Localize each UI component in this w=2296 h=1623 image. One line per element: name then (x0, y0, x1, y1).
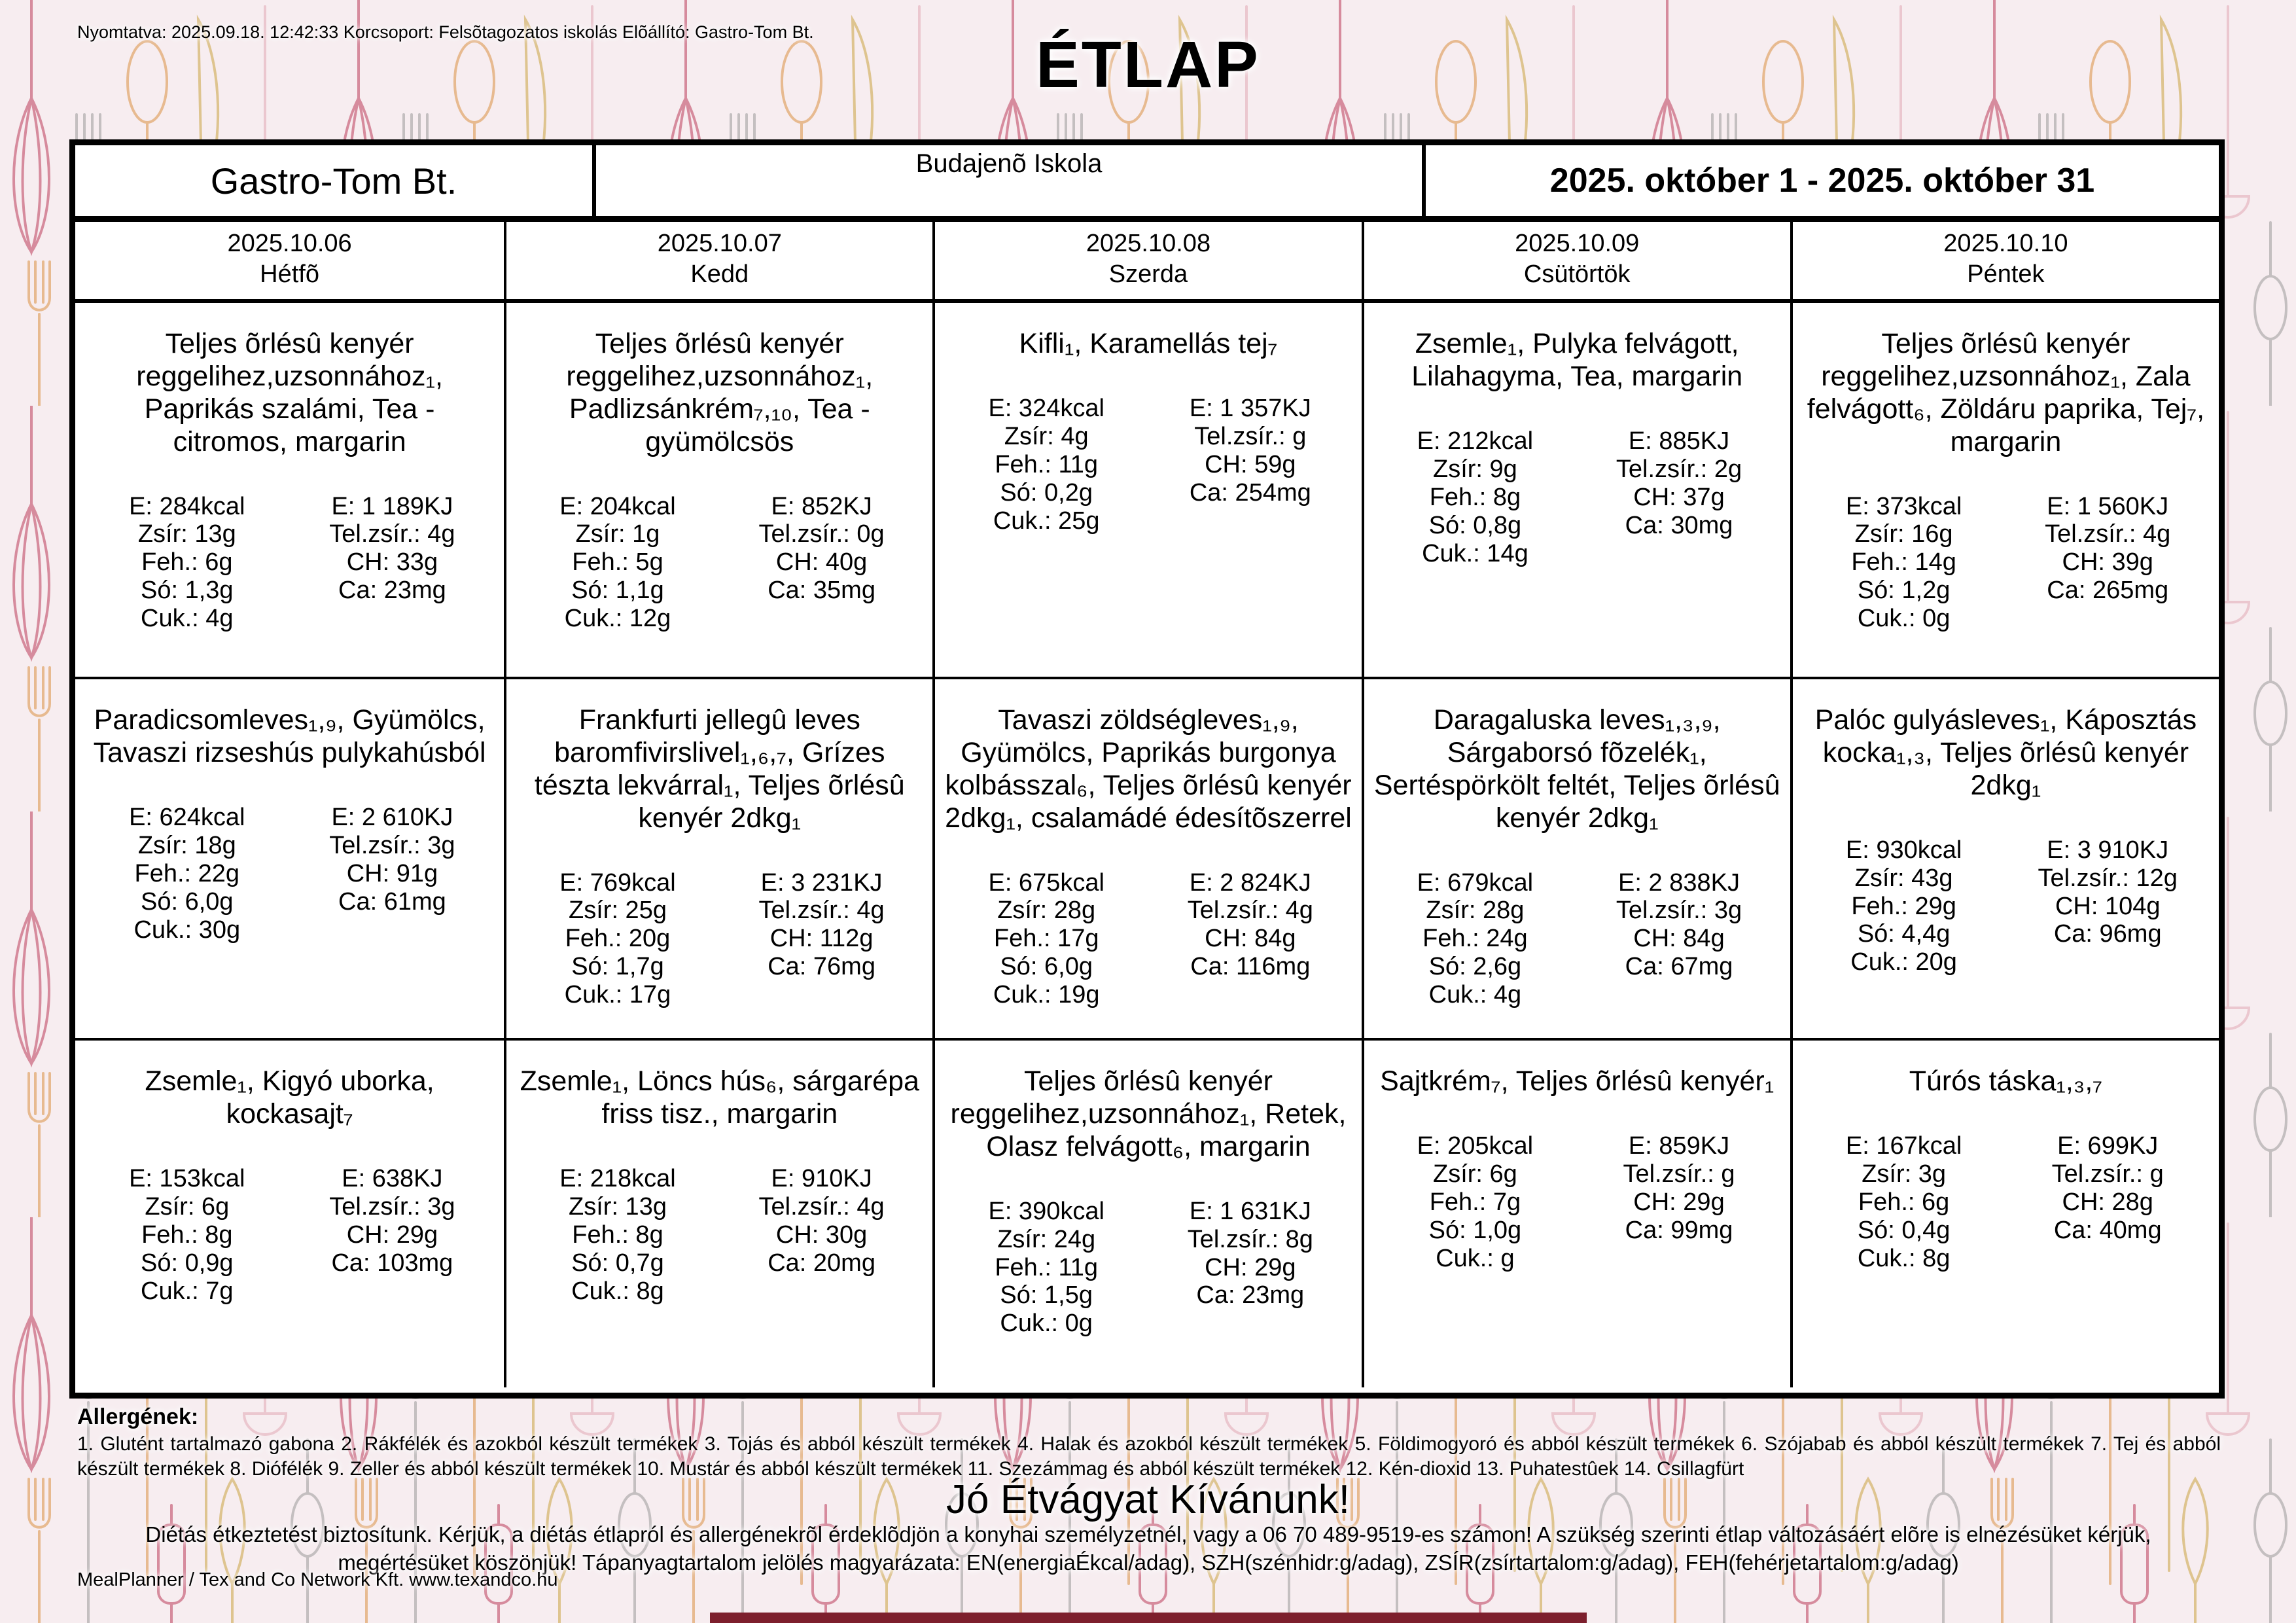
nutrition-col-right (2005, 836, 2210, 977)
allergens-list: 1. Glutént tartalmazó gabona 2. Rákfélék és azokból készült termékek 3. Tojás és abból készült termékek 4. Halak és azokból készült termékek 5. Földimogyoró és abból készült termékek 6. Szójabab és abból készült termékek 7. Tej és abból készült termékek 8. Diófélék 9. Zeller és abból készült termékek 10. Mustár és abból készült termékek 11. Szezámmag és abból készült termékek 12. Kén-dioxid 13. Puhatestûek 14. Csillagfürt (77, 1433, 2221, 1480)
nutrition-item: Ca: 116mg (1190, 953, 1311, 981)
nutrition-block (84, 804, 495, 944)
nutrition-item: Zsír: 13g (137, 520, 236, 548)
nutrition-block (84, 1165, 495, 1306)
nutrition-item: Tel.zsír.: g (2051, 1160, 2164, 1188)
nutrition-item: Ca: 254mg (1189, 478, 1311, 507)
nutrition-col-right (1148, 395, 1352, 535)
allergens-title: Allergének: (77, 1404, 199, 1429)
meal-name: Zsemle₁, Pulyka felvágott, Lilahagyma, Tea, margarin (1411, 328, 1743, 392)
nutrition-col-left (1373, 1132, 1578, 1273)
nutrition-item: Só: 0,2g (1000, 478, 1093, 507)
nutrition-item: CH: 29g (1205, 1253, 1296, 1281)
day-date: 2025.10.10 (1943, 230, 2068, 257)
meal-name: Frankfurti jellegû leves baromfivirslivel₁,₆,₇, Grízes tészta lekvárral₁, Teljes õrlésû kenyér 2dkg₁ (534, 704, 905, 834)
nutrition-item: Tel.zsír.: 2g (1616, 455, 1742, 483)
nutrition-item: Feh.: 5g (572, 548, 663, 577)
meal-cell-r1-c2 (504, 303, 932, 677)
nutrition-item: E: 885KJ (1628, 427, 1730, 455)
nutrition-block (516, 1165, 923, 1306)
meal-cell-r1-c1 (75, 303, 504, 677)
nutrition-item: Feh.: 11g (995, 450, 1099, 478)
nutrition-item: Cuk.: 14g (1422, 539, 1528, 567)
meal-name: Palóc gulyásleves₁, Káposztás kocka₁,₃, Teljes õrlésû kenyér 2dkg₁ (1814, 704, 2197, 801)
meal-name: Teljes õrlésû kenyér reggelihez,uzsonnához₁, Paprikás szalámi, Tea - citromos, margarin (136, 328, 443, 457)
nutrition-item: Zsír: 6g (1432, 1160, 1517, 1188)
meal-row-1 (75, 303, 2219, 679)
menu-table (69, 139, 2225, 1399)
nutrition-item: Zsír: 16g (1854, 520, 1953, 548)
nutrition-col-right (2005, 493, 2210, 633)
nutrition-item: Só: 2,6g (1428, 953, 1522, 981)
meal-cell-r3-c2 (504, 1041, 932, 1387)
nutrition-item: E: 1 560KJ (2047, 492, 2169, 520)
nutrition-item: Ca: 96mg (2053, 920, 2162, 948)
nutrition-item: CH: 112g (769, 925, 874, 953)
nutrition-item: CH: 39g (2062, 548, 2153, 577)
nutrition-item: Cuk.: 4g (141, 605, 234, 633)
meal-grid (75, 303, 2219, 1387)
nutrition-col-left (944, 1198, 1148, 1338)
nutrition-col-left (944, 395, 1148, 535)
nutrition-block (1802, 836, 2210, 977)
nutrition-item: Zsír: 43g (1854, 864, 1953, 892)
nutrition-item: Só: 1,2g (1857, 577, 1951, 605)
nutrition-block (1802, 493, 2210, 633)
nutrition-col-left (516, 869, 720, 1010)
nutrition-item: Feh.: 22g (134, 859, 240, 887)
nutrition-item: E: 2 610KJ (331, 803, 453, 831)
meal-cell-r3-c3 (932, 1041, 1361, 1387)
school-name: Budajenõ Iskola (592, 145, 1422, 216)
day-name: Kedd (690, 260, 749, 288)
nutrition-item: Feh.: 11g (995, 1253, 1099, 1281)
meal-cell-r3-c1 (75, 1041, 504, 1387)
nutrition-col-right (1577, 1132, 1781, 1273)
nutrition-col-left (1373, 427, 1578, 568)
nutrition-item: Tel.zsír.: 0g (758, 520, 885, 548)
nutrition-item: Cuk.: 4g (1428, 981, 1522, 1009)
nutrition-block (944, 1198, 1352, 1338)
nutrition-item: CH: 40g (775, 548, 868, 577)
nutrition-item: E: 852KJ (771, 492, 872, 520)
meal-cell-r1-c4 (1362, 303, 1790, 677)
nutrition-item: Feh.: 6g (1858, 1188, 1950, 1216)
day-name: Péntek (1967, 260, 2045, 288)
day-header-1 (75, 222, 504, 299)
nutrition-item: CH: 37g (1633, 483, 1725, 511)
meal-cell-r1-c5 (1790, 303, 2219, 677)
nutrition-block (1373, 869, 1781, 1010)
nutrition-item: Ca: 23mg (338, 577, 446, 605)
nutrition-item: Cuk.: 19g (993, 981, 1100, 1009)
nutrition-item: Zsír: 28g (1426, 897, 1525, 925)
meal-name: Tavaszi zöldségleves₁,₉, Gyümölcs, Paprikás burgonya kolbásszal₆, Teljes õrlésû kenyér 2dkg₁, csalamádé édesítõszerrel (945, 704, 1352, 834)
nutrition-item: Zsír: 1g (575, 520, 660, 548)
nutrition-col-right (720, 1165, 924, 1306)
nutrition-col-left (1802, 493, 2006, 633)
nutrition-item: Tel.zsír.: 8g (1187, 1225, 1313, 1253)
nutrition-item: Zsír: 6g (145, 1192, 230, 1221)
nutrition-item: E: 324kcal (988, 394, 1104, 422)
nutrition-item: CH: 84g (1205, 925, 1296, 953)
nutrition-col-left (84, 804, 290, 944)
bottom-decor-bar (710, 1613, 1587, 1623)
nutrition-item: Cuk.: 0g (1857, 605, 1951, 633)
nutrition-item: Cuk.: 7g (141, 1277, 234, 1305)
nutrition-col-left (516, 1165, 720, 1306)
nutrition-item: Só: 1,1g (571, 577, 664, 605)
nutrition-item: Tel.zsír.: 4g (1187, 897, 1313, 925)
nutrition-item: E: 204kcal (559, 492, 676, 520)
nutrition-item: Feh.: 8g (572, 1221, 663, 1249)
nutrition-item: Cuk.: 12g (564, 605, 671, 633)
day-date: 2025.10.08 (1086, 230, 1211, 257)
nutrition-item: E: 3 231KJ (760, 868, 883, 897)
nutrition-item: Ca: 99mg (1625, 1216, 1733, 1244)
nutrition-item: CH: 59g (1205, 450, 1296, 478)
nutrition-item: E: 153kcal (129, 1164, 245, 1192)
nutrition-item: Tel.zsír.: g (1623, 1160, 1735, 1188)
nutrition-item: Feh.: 17g (993, 925, 1099, 953)
nutrition-item: Só: 1,7g (571, 953, 664, 981)
bon-appetit-message: Jó Étvágyat Kívánunk! (946, 1477, 1350, 1522)
meal-name: Túrós táska₁,₃,₇ (1909, 1065, 2103, 1097)
nutrition-col-right (720, 493, 924, 633)
nutrition-item: E: 638KJ (342, 1164, 443, 1192)
nutrition-item: E: 2 838KJ (1618, 868, 1740, 897)
provider-name: Gastro-Tom Bt. (210, 160, 457, 202)
nutrition-item: CH: 28g (2062, 1188, 2153, 1216)
day-header-5 (1790, 222, 2219, 299)
nutrition-item: E: 205kcal (1417, 1132, 1534, 1160)
nutrition-item: Zsír: 3g (1862, 1160, 1946, 1188)
nutrition-col-left (516, 493, 720, 633)
nutrition-col-right (290, 1165, 495, 1306)
day-header-4 (1362, 222, 1790, 299)
nutrition-item: Ca: 67mg (1625, 953, 1733, 981)
nutrition-item: Feh.: 8g (141, 1221, 233, 1249)
nutrition-item: Zsír: 4g (1004, 422, 1089, 450)
nutrition-col-left (1802, 836, 2006, 977)
nutrition-item: Feh.: 7g (1429, 1188, 1521, 1216)
page-title: ÉTLAP (1036, 28, 1260, 101)
nutrition-col-left (84, 1165, 290, 1306)
nutrition-item: Zsír: 25g (569, 897, 667, 925)
meal-cell-r2-c3 (932, 679, 1361, 1038)
nutrition-item: Tel.zsír.: 3g (329, 1192, 455, 1221)
menu-period: 2025. október 1 - 2025. október 31 (1422, 145, 2219, 216)
nutrition-item: Zsír: 18g (137, 831, 236, 859)
nutrition-item: Cuk.: 17g (564, 981, 671, 1009)
nutrition-item: CH: 29g (346, 1221, 438, 1249)
nutrition-item: Só: 0,8g (1428, 511, 1522, 539)
nutrition-item: Ca: 35mg (768, 577, 875, 605)
nutrition-item: Ca: 23mg (1196, 1281, 1305, 1310)
nutrition-item: Ca: 30mg (1625, 511, 1733, 539)
nutrition-item: Só: 1,3g (141, 577, 234, 605)
nutrition-item: Zsír: 9g (1432, 455, 1517, 483)
nutrition-item: Tel.zsír.: 4g (758, 1192, 885, 1221)
nutrition-item: Ca: 76mg (768, 953, 875, 981)
nutrition-item: Ca: 20mg (768, 1249, 875, 1277)
day-date: 2025.10.06 (227, 230, 352, 257)
meal-name: Teljes õrlésû kenyér reggelihez,uzsonnához₁, Zala felvágott₆, Zöldáru paprika, Tej₇, margarin (1807, 328, 2205, 457)
day-header-3 (932, 222, 1361, 299)
nutrition-item: Feh.: 29g (1851, 892, 1956, 920)
nutrition-item: E: 390kcal (988, 1197, 1104, 1225)
nutrition-item: Tel.zsír.: 4g (2045, 520, 2171, 548)
nutrition-item: E: 212kcal (1417, 427, 1534, 455)
nutrition-block (516, 493, 923, 633)
meal-name: Teljes õrlésû kenyér reggelihez,uzsonnához₁, Padlizsánkrém₇,₁₀, Tea - gyümölcsös (566, 328, 874, 457)
nutrition-item: Só: 0,7g (571, 1249, 664, 1277)
nutrition-item: Tel.zsír.: 3g (1616, 897, 1742, 925)
day-date: 2025.10.07 (657, 230, 782, 257)
nutrition-item: E: 930kcal (1845, 836, 1962, 864)
day-name: Hétfõ (260, 260, 319, 288)
nutrition-item: Ca: 265mg (2047, 577, 2169, 605)
nutrition-item: Feh.: 8g (1429, 483, 1521, 511)
nutrition-item: E: 218kcal (559, 1164, 676, 1192)
nutrition-block (1802, 1132, 2210, 1273)
nutrition-item: Só: 0,9g (141, 1249, 234, 1277)
meal-cell-r2-c4 (1362, 679, 1790, 1038)
nutrition-item: E: 167kcal (1845, 1132, 1962, 1160)
nutrition-block (516, 869, 923, 1010)
meal-cell-r3-c5 (1790, 1041, 2219, 1387)
nutrition-col-right (290, 493, 495, 633)
nutrition-item: Tel.zsír.: g (1194, 422, 1307, 450)
nutrition-item: E: 699KJ (2057, 1132, 2159, 1160)
nutrition-item: E: 373kcal (1845, 492, 1962, 520)
nutrition-item: E: 1 189KJ (331, 492, 453, 520)
meal-cell-r2-c2 (504, 679, 932, 1038)
nutrition-item: Cuk.: g (1436, 1244, 1515, 1272)
nutrition-item: Cuk.: 20g (1850, 948, 1957, 976)
nutrition-item: CH: 84g (1633, 925, 1725, 953)
nutrition-item: Tel.zsír.: 4g (758, 897, 885, 925)
nutrition-item: Feh.: 14g (1851, 548, 1956, 577)
meal-name: Teljes õrlésû kenyér reggelihez,uzsonnához₁, Retek, Olasz felvágott₆, margarin (950, 1065, 1347, 1162)
nutrition-item: E: 1 631KJ (1189, 1197, 1311, 1225)
nutrition-block (1373, 427, 1781, 568)
nutrition-col-right (1148, 869, 1352, 1010)
day-name: Szerda (1108, 260, 1188, 288)
nutrition-col-left (1802, 1132, 2006, 1273)
nutrition-item: Feh.: 20g (565, 925, 671, 953)
nutrition-item: Só: 0,4g (1857, 1216, 1951, 1244)
nutrition-item: Zsír: 24g (997, 1225, 1096, 1253)
nutrition-item: E: 910KJ (771, 1164, 872, 1192)
nutrition-item: Só: 6,0g (1000, 953, 1093, 981)
nutrition-block (944, 395, 1352, 535)
nutrition-item: Tel.zsír.: 4g (329, 520, 455, 548)
nutrition-item: CH: 29g (1633, 1188, 1725, 1216)
meal-cell-r2-c1 (75, 679, 504, 1038)
nutrition-col-right (1577, 427, 1781, 568)
nutrition-block (944, 869, 1352, 1010)
nutrition-col-left (84, 493, 290, 633)
nutrition-item: Só: 1,0g (1428, 1216, 1522, 1244)
nutrition-item: Zsír: 28g (997, 897, 1096, 925)
day-date: 2025.10.09 (1515, 230, 1640, 257)
nutrition-item: E: 284kcal (129, 492, 245, 520)
nutrition-item: Cuk.: 0g (1000, 1310, 1093, 1338)
brand-footer: MealPlanner / Tex and Co Network Kft. www.texandco.hu (77, 1569, 558, 1590)
meal-cell-r3-c4 (1362, 1041, 1790, 1387)
nutrition-item: Ca: 40mg (2053, 1216, 2162, 1244)
nutrition-item: E: 3 910KJ (2047, 836, 2169, 864)
meal-row-2 (75, 679, 2219, 1041)
nutrition-item: Cuk.: 25g (993, 507, 1100, 535)
diet-note: Diétás étkeztetést biztosítunk. Kérjük, a diétás étlapról és allergénekrõl érdeklõdjön a konyhai személyzetnél, vagy a 06 70 489-9519-es számon! A szükség szerinti étlap változásáért elõre is elnézésüket kérjük, megértésüket köszönjük! Tápanyagtartalom jelölés magyarázata: EN(energiaÉkcal/adag), SZH(szénhidr:g/adag), ZSÍR(zsírtartalom:g/adag), FEH(fehérjetartalom:g/adag) (145, 1522, 2151, 1575)
nutrition-item: CH: 30g (775, 1221, 868, 1249)
nutrition-block (84, 493, 495, 633)
nutrition-item: Feh.: 24g (1422, 925, 1528, 953)
nutrition-item: Feh.: 6g (141, 548, 233, 577)
nutrition-item: CH: 104g (2055, 892, 2161, 920)
nutrition-col-left (944, 869, 1148, 1010)
nutrition-item: Cuk.: 8g (1857, 1244, 1951, 1272)
nutrition-item: Só: 1,5g (1000, 1281, 1093, 1310)
nutrition-item: CH: 91g (346, 859, 438, 887)
nutrition-item: Ca: 61mg (338, 887, 446, 916)
nutrition-col-right (720, 869, 924, 1010)
print-info: Nyomtatva: 2025.09.18. 12:42:33 Korcsoport: Felsõtagozatos iskolás Elõállító: Gastro-Tom Bt. (77, 22, 814, 42)
meal-cell-r2-c5 (1790, 679, 2219, 1038)
days-row (75, 222, 2219, 303)
meal-name: Kifli₁, Karamellás tej₇ (1019, 328, 1278, 359)
nutrition-col-left (1373, 869, 1578, 1010)
nutrition-item: E: 859KJ (1628, 1132, 1730, 1160)
meal-name: Zsemle₁, Löncs hús₆, sárgarépa friss tisz., margarin (520, 1065, 919, 1130)
nutrition-col-right (1577, 869, 1781, 1010)
nutrition-item: E: 2 824KJ (1189, 868, 1311, 897)
nutrition-item: E: 1 357KJ (1189, 394, 1311, 422)
nutrition-col-right (290, 804, 495, 944)
meal-name: Daragaluska leves₁,₃,₉, Sárgaborsó fõzelék₁, Sertéspörkölt feltét, Teljes õrlésû kenyér 2dkg₁ (1373, 704, 1780, 834)
nutrition-item: E: 679kcal (1417, 868, 1534, 897)
nutrition-item: Ca: 103mg (331, 1249, 453, 1277)
nutrition-item: Zsír: 13g (569, 1192, 667, 1221)
table-header-row (75, 145, 2219, 222)
nutrition-item: E: 769kcal (559, 868, 676, 897)
day-name: Csütörtök (1523, 260, 1631, 288)
nutrition-item: E: 624kcal (129, 803, 245, 831)
nutrition-item: Só: 6,0g (141, 887, 234, 916)
meal-cell-r1-c3 (932, 303, 1361, 677)
nutrition-item: Cuk.: 30g (133, 916, 241, 944)
meal-name: Sajtkrém₇, Teljes õrlésû kenyér₁ (1380, 1065, 1775, 1097)
nutrition-col-right (1148, 1198, 1352, 1338)
nutrition-item: Tel.zsír.: 3g (329, 831, 455, 859)
nutrition-col-right (2005, 1132, 2210, 1273)
nutrition-item: CH: 33g (346, 548, 438, 577)
meal-row-3 (75, 1041, 2219, 1387)
nutrition-item: Só: 4,4g (1857, 920, 1951, 948)
nutrition-item: Tel.zsír.: 12g (2038, 864, 2178, 892)
meal-name: Zsemle₁, Kigyó uborka, kockasajt₇ (145, 1065, 434, 1130)
nutrition-item: Cuk.: 8g (571, 1277, 664, 1305)
day-header-2 (504, 222, 932, 299)
nutrition-block (1373, 1132, 1781, 1273)
meal-name: Paradicsomleves₁,₉, Gyümölcs, Tavaszi rizseshús pulykahúsból (93, 704, 486, 768)
nutrition-item: E: 675kcal (988, 868, 1104, 897)
